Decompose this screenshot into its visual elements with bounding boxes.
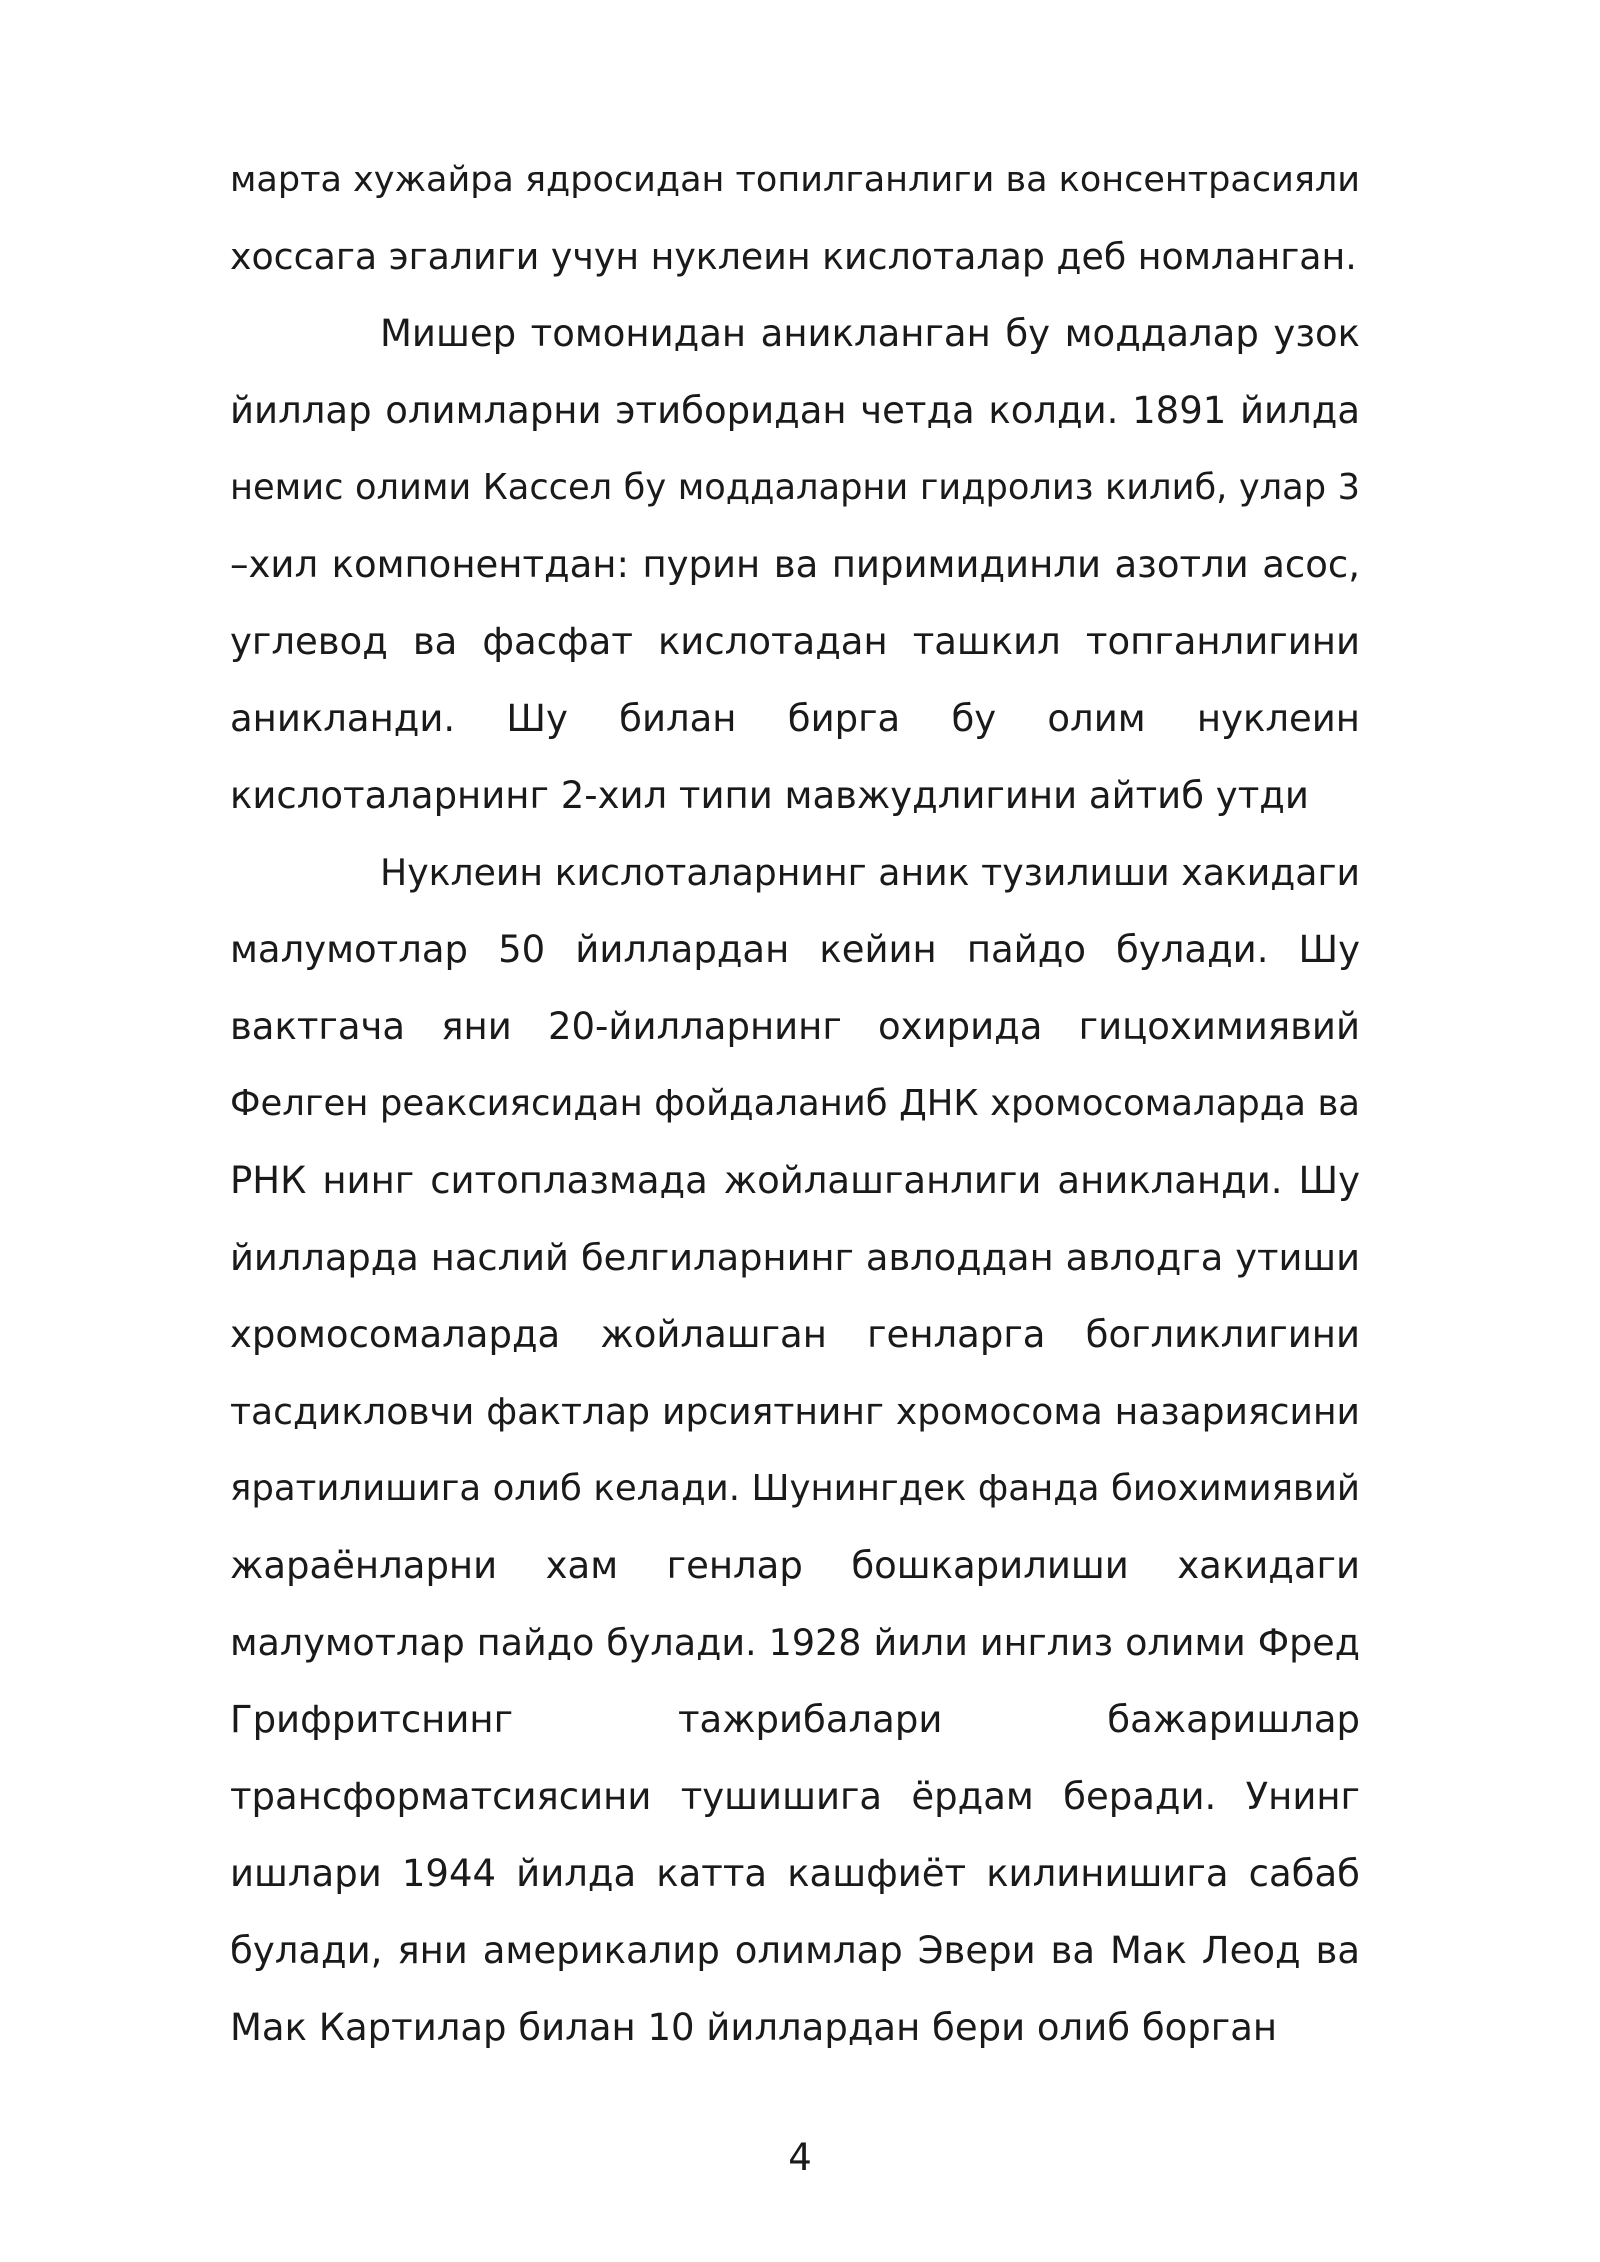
text-line: Мишер томонидан аникланган бу моддалар узок [380, 312, 1360, 355]
text-line: хромосомаларда жойлашган генларга богликлигини [230, 1313, 1360, 1356]
text-line: йилларда наслий белгиларнинг авлоддан авлодга утиши [230, 1236, 1360, 1279]
text-line: малумотлар 50 йиллардан кейин пайдо булади. Шу [230, 928, 1360, 971]
text-line: йиллар олимларни этиборидан четда колди. 1891 йилда [230, 389, 1360, 432]
text-line: –хил компонентдан: пурин ва пиримидинли азотли асос, [230, 543, 1360, 586]
text-line: вактгача яни 20-йилларнинг охирида гицохимиявий [230, 1005, 1360, 1048]
text-line: аникланди. Шу билан бирга бу олим нуклеин [230, 697, 1360, 740]
text-line: яратилишига олиб келади. Шунингдек фанда биохимиявий [230, 1468, 1360, 1509]
text-line: немис олими Кассел бу моддаларни гидролиз килиб, улар 3 [230, 467, 1360, 508]
paragraph [230, 843, 1360, 2075]
paragraph [230, 304, 1360, 843]
text-line: Фелген реаксиясидан фойдаланиб ДНК хромосомаларда ва [230, 1083, 1360, 1124]
text-line: ишлари 1944 йилда катта кашфиёт килинишига сабаб [230, 1852, 1360, 1895]
text-line: марта хужайра ядросидан топилганлиги ва консентрасияли [230, 160, 1360, 200]
text-line: Нуклеин кислоталарнинг аник тузилиши хакидаги [380, 851, 1360, 894]
text-line: малумотлар пайдо булади. 1928 йили инглиз олими Фред [230, 1621, 1360, 1664]
text-line: Грифритснинг тажрибалари бажаришлар [230, 1698, 1360, 1741]
text-line: жараёнларни хам генлар бошкарилиши хакидаги [230, 1544, 1360, 1587]
text-line: трансформатсиясини тушишига ёрдам беради. Унинг [230, 1775, 1360, 1818]
page-number: 4 [788, 2136, 812, 2179]
text-line: хоссага эгалиги учун нуклеин кислоталар деб номланган. [230, 235, 1357, 278]
paragraph [230, 150, 1360, 304]
text-line: Мак Картилар билан 10 йиллардан бери олиб борган [230, 2006, 1278, 2049]
text-line: булади, яни америкалир олимлар Эвери ва Мак Леод ва [230, 1929, 1360, 1972]
text-line: РНК нинг ситоплазмада жойлашганлиги аникланди. Шу [230, 1159, 1360, 1202]
text-line: углевод ва фасфат кислотадан ташкил топганлигини [230, 620, 1360, 663]
body-text [230, 150, 1360, 2075]
text-line: тасдикловчи фактлар ирсиятнинг хромосома назариясини [230, 1391, 1360, 1433]
text-line: кислоталарнинг 2-хил типи мавжудлигини айтиб утди [230, 774, 1309, 817]
